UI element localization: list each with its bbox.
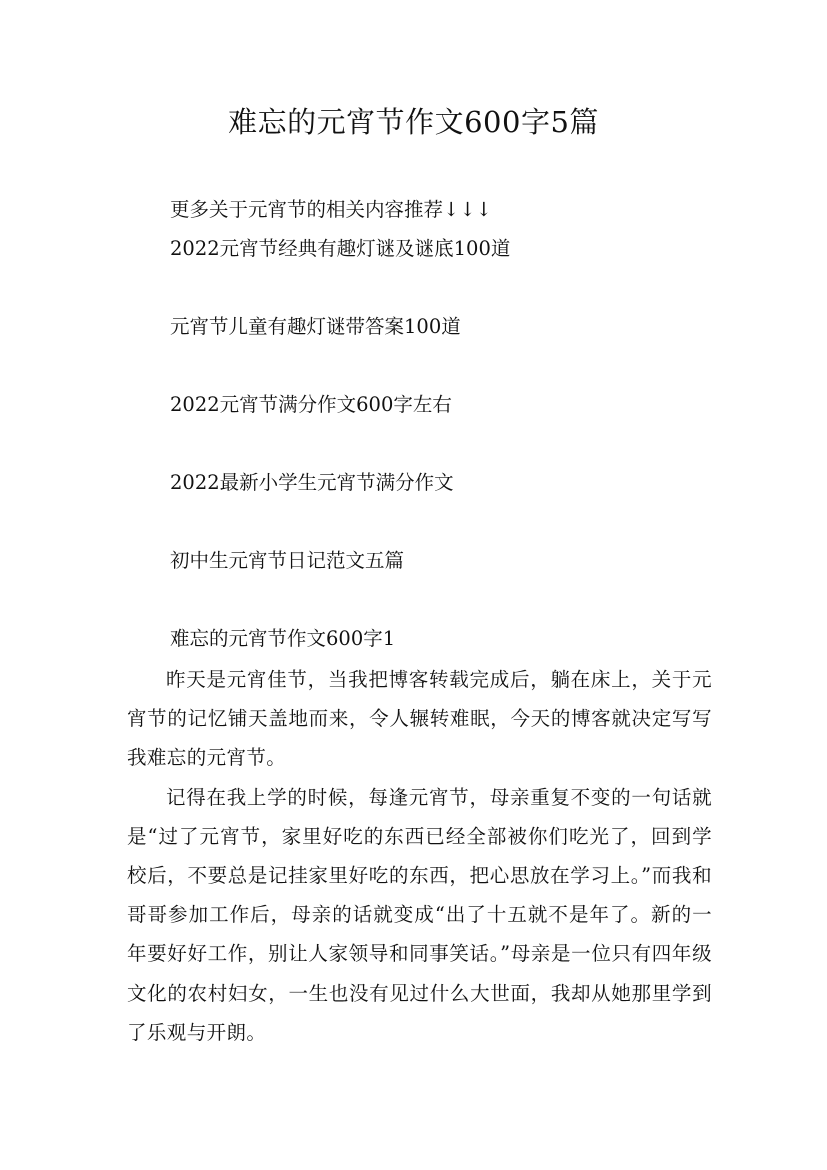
recommend-link[interactable]: 元宵节儿童有趣灯谜带答案100道 bbox=[170, 315, 461, 338]
document-title: 难忘的元宵节作文600字5篇 bbox=[228, 105, 599, 139]
recommend-link[interactable]: 2022元宵节满分作文600字左右 bbox=[170, 393, 452, 416]
section-title: 难忘的元宵节作文600字1 bbox=[170, 627, 396, 650]
recommend-link[interactable]: 初中生元宵节日记范文五篇 bbox=[170, 549, 405, 572]
article-paragraph: 昨天是元宵佳节，当我把博客转载完成后，躺在床上，关于元宵节的记忆铺天盖地而来，令人辗转难眠，今天的博客就决定写写我难忘的元宵节。 bbox=[127, 668, 712, 770]
recommend-link[interactable]: 2022最新小学生元宵节满分作文 bbox=[170, 471, 454, 494]
article-body bbox=[127, 660, 712, 1052]
recommend-link[interactable]: 2022元宵节经典有趣灯谜及谜底100道 bbox=[170, 237, 511, 260]
recommend-header: 更多关于元宵节的相关内容推荐↓↓↓ bbox=[170, 198, 493, 221]
article-paragraph: 记得在我上学的时候，每逢元宵节，母亲重复不变的一句话就是“过了元宵节，家里好吃的东西已经全部被你们吃光了，回到学校后，不要总是记挂家里好吃的东西，把心思放在学习上。”而我和哥哥参加工作后，母亲的话就变成“出了十五就不是年了。新的一年要好好工作，别让人家领导和同事笑话。”母亲是一位只有四年级文化的农村妇女，一生也没有见过什么大世面，我却从她那里学到了乐观与开朗。 bbox=[127, 785, 712, 1044]
